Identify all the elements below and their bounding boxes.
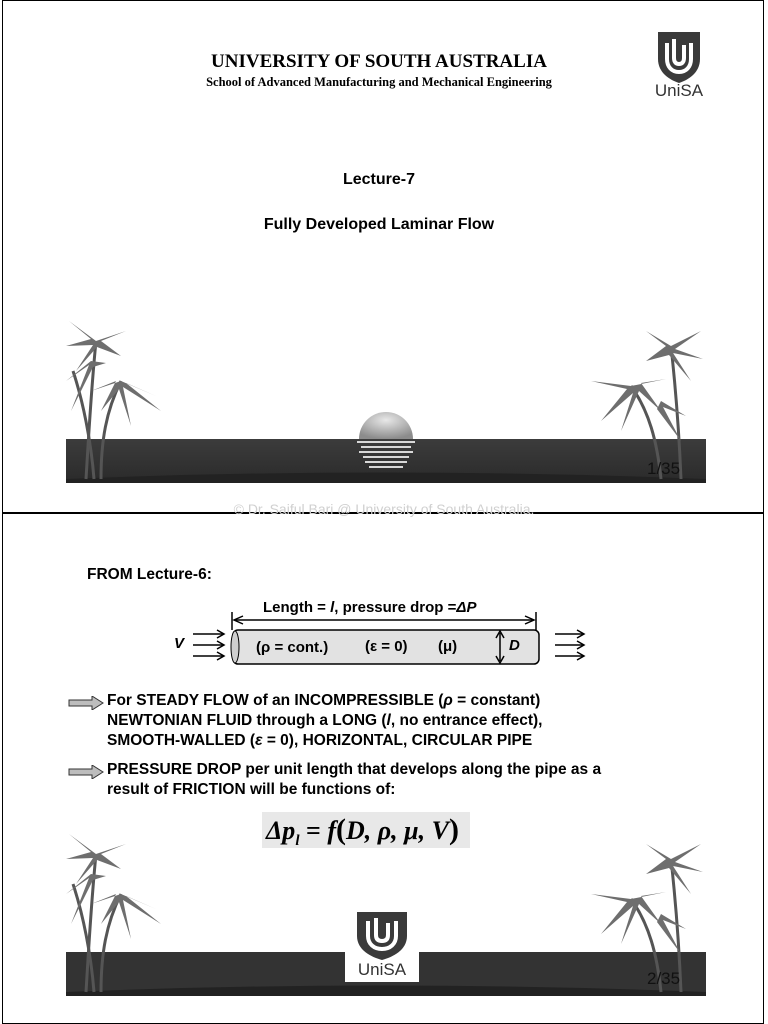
unisa-logo [648, 29, 710, 100]
length-symbol: l [330, 599, 335, 616]
text-run: NEWTONIAN FLUID through a LONG ( [107, 712, 387, 729]
bullet-arrow-icon [68, 696, 104, 710]
lecture-number: Lecture-7 [342, 171, 416, 188]
inflow-arrows-icon [193, 630, 224, 660]
roughness-label: (ε = 0) [365, 638, 408, 655]
formula-lhs: Δp [266, 816, 296, 845]
slide-2 [2, 513, 764, 1024]
page-number: 2/35 [647, 969, 681, 988]
text-run: = constant) [452, 692, 541, 709]
viscosity-label: (μ) [438, 638, 458, 655]
lecture-title: Fully Developed Laminar Flow [263, 216, 495, 233]
text-run: = 0), HORIZONTAL, CIRCULAR PIPE [262, 732, 533, 749]
pipe-diagram-graphic [3, 514, 764, 684]
length-symbol: l [386, 712, 391, 729]
palm-leaves-left-icon [66, 321, 161, 426]
formula-args: D, ρ, μ, V [345, 816, 449, 845]
epsilon-symbol: ε [255, 732, 263, 749]
bullet-line [107, 731, 727, 751]
length-prefix: Length = [263, 599, 331, 616]
palm-leaves-right-icon [591, 331, 703, 441]
length-mid: , pressure drop = [334, 599, 457, 616]
page-number: 1/35 [647, 459, 681, 478]
palm-sunset-banner [61, 301, 707, 486]
text-run: , no entrance effect), [390, 712, 543, 729]
university-name: UNIVERSITY OF SOUTH AUSTRALIA [211, 51, 547, 72]
unisa-logo-center [345, 910, 419, 982]
pressure-drop-formula: $\Delta p_l = f(D$, ρ, μ, V) [262, 812, 470, 848]
slide-1 [2, 0, 764, 513]
text-run: For STEADY FLOW of an INCOMPRESSIBLE ( [107, 692, 444, 709]
logo-text: UniSA [654, 81, 704, 100]
diameter-label: D [509, 637, 520, 654]
palm-leaves-left-icon [66, 834, 161, 939]
bullet-arrow-icon [68, 765, 104, 779]
bullet-steady-flow [107, 691, 727, 751]
copyright-watermark: © Dr. Saiful Bari @ University of South Australia. [233, 501, 535, 517]
formula-subscript: l [295, 833, 300, 850]
bullet-line [107, 711, 727, 731]
pressure-drop-symbol: ΔP [456, 599, 477, 616]
bullet-line: result of FRICTION will be functions of: [107, 781, 396, 798]
velocity-label: V [174, 635, 185, 652]
slide-heading: FROM Lecture-6: [87, 566, 212, 583]
bullet-pressure-drop [107, 760, 727, 800]
formula-function: f [327, 816, 336, 845]
formula-equals: = [299, 816, 328, 845]
outflow-arrows-icon [555, 630, 584, 660]
unisa-shield-icon [648, 29, 710, 87]
bullet-line [107, 691, 727, 711]
text-run: SMOOTH-WALLED ( [107, 732, 256, 749]
school-name: School of Advanced Manufacturing and Mechanical Engineering [206, 75, 552, 89]
logo-text: UniSA [357, 960, 407, 979]
rho-symbol: ρ [443, 692, 453, 709]
density-label: (ρ = cont.) [256, 639, 329, 656]
pipe-diagram [3, 514, 764, 684]
palm-leaves-right-icon [591, 844, 703, 954]
unisa-shield-icon [345, 910, 419, 962]
bullet-line: PRESSURE DROP per unit length that develops along the pipe as a [107, 761, 602, 778]
